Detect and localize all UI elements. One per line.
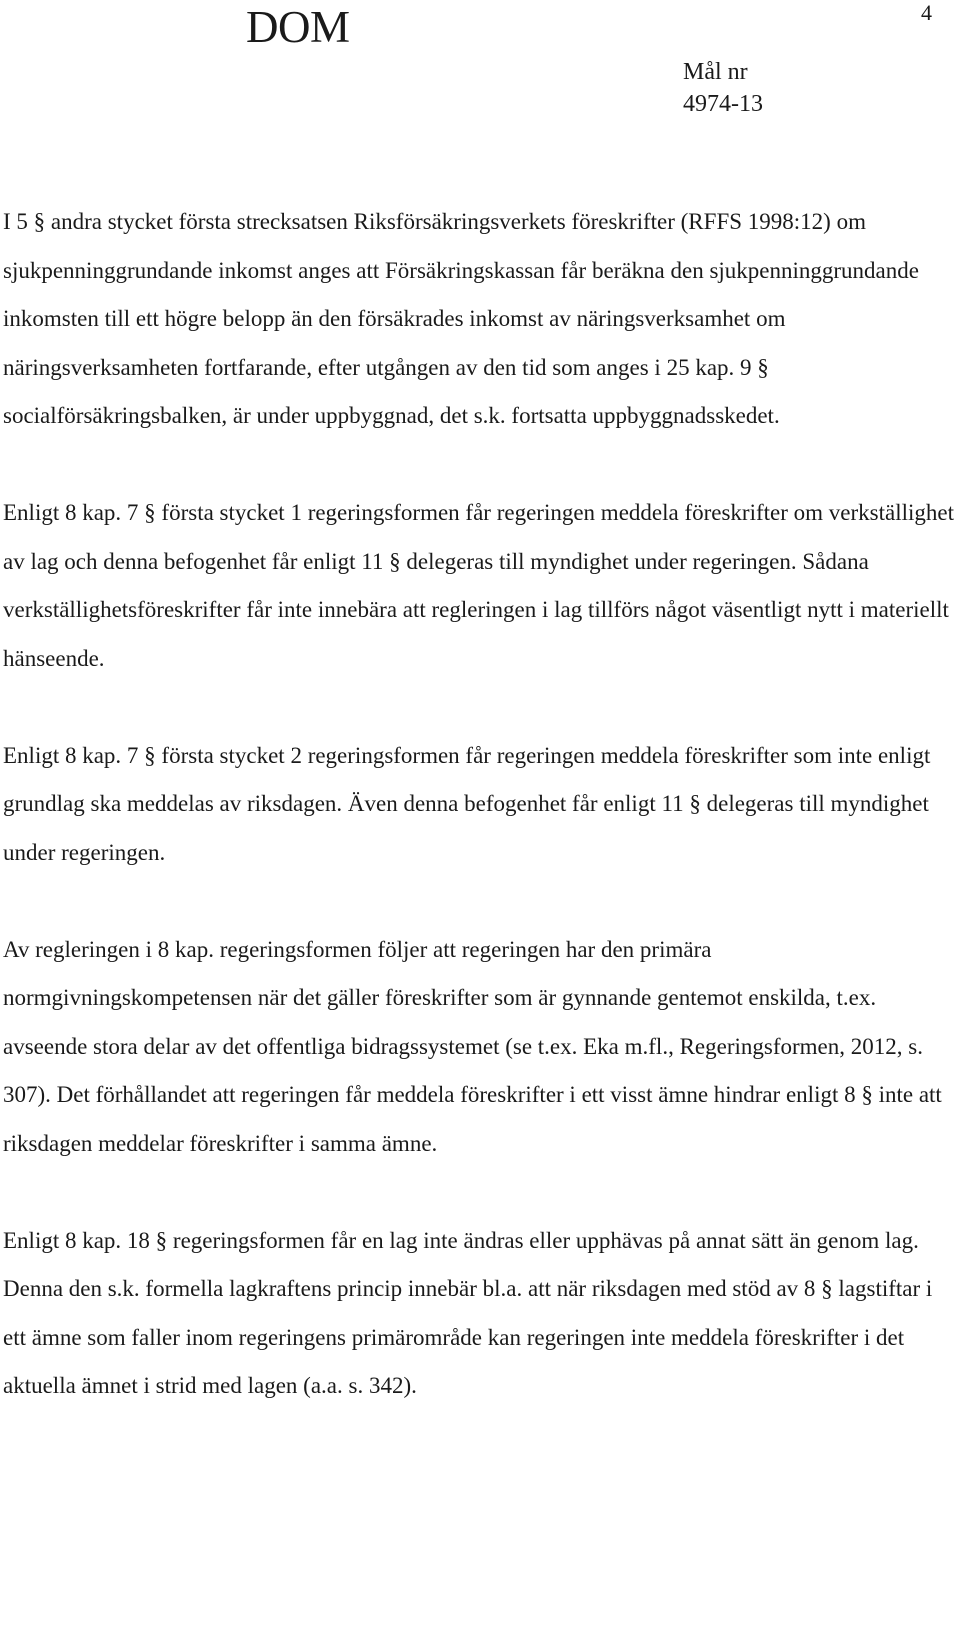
paragraph: Enligt 8 kap. 18 § regeringsformen får en lag inte ändras eller upphävas på annat sätt än genom lag. Denna den s.k. formella lagkraftens princip innebär bl.a. att när riksdagen med stöd av 8 § lagstiftar i ett ämne som faller inom regeringens primärområde kan regeringen inte meddela föreskrifter i det aktuella ämnet i strid med lagen (a.a. s. 342). [3, 1227, 933, 1398]
case-number-block [683, 56, 763, 120]
document-body [3, 198, 958, 1459]
document-title: DOM [246, 2, 350, 52]
case-label: Mål nr [683, 59, 748, 85]
paragraph: I 5 § andra stycket första strecksatsen Riksförsäkringsverkets föreskrifter (RFFS 1998:12) om sjukpenninggrundande inkomst anges att Försäkringskassan får beräkna den sjukpenninggrundande inkomsten till ett högre belopp än den försäkrades inkomst av näringsverksamhet om näringsverksamheten fortfarande, efter utgången av den tid som anges i 25 kap. 9 § socialförsäkringsbalken, är under uppbyggnad, det s.k. fortsatta uppbyggnadsskedet. [3, 209, 919, 428]
paragraph: Enligt 8 kap. 7 § första stycket 2 regeringsformen får regeringen meddela föreskrifter som inte enligt grundlag ska meddelas av riksdagen. Även denna befogenhet får enligt 11 § delegeras till myndighet under regeringen. [3, 742, 931, 865]
page-number: 4 [921, 0, 932, 25]
paragraph: Enligt 8 kap. 7 § första stycket 1 regeringsformen får regeringen meddela föreskrifter om verkställighet av lag och denna befogenhet får enligt 11 § delegeras till myndighet under regeringen. Sådana verkställighetsföreskrifter får inte innebära att regleringen i lag tillförs något väsentligt nytt i materiellt hänseende. [3, 500, 954, 671]
case-number: 4974-13 [683, 91, 763, 117]
paragraph: Av regleringen i 8 kap. regeringsformen följer att regeringen har den primära normgivningskompetensen när det gäller föreskrifter som är gynnande gentemot enskilda, t.ex. avseende stora delar av det offentliga bidragssystemet (se t.ex. Eka m.fl., Regeringsformen, 2012, s. 307). Det förhållandet att regeringen får meddela föreskrifter i ett visst ämne hindrar enligt 8 § inte att riksdagen meddelar föreskrifter i samma ämne. [3, 936, 942, 1156]
